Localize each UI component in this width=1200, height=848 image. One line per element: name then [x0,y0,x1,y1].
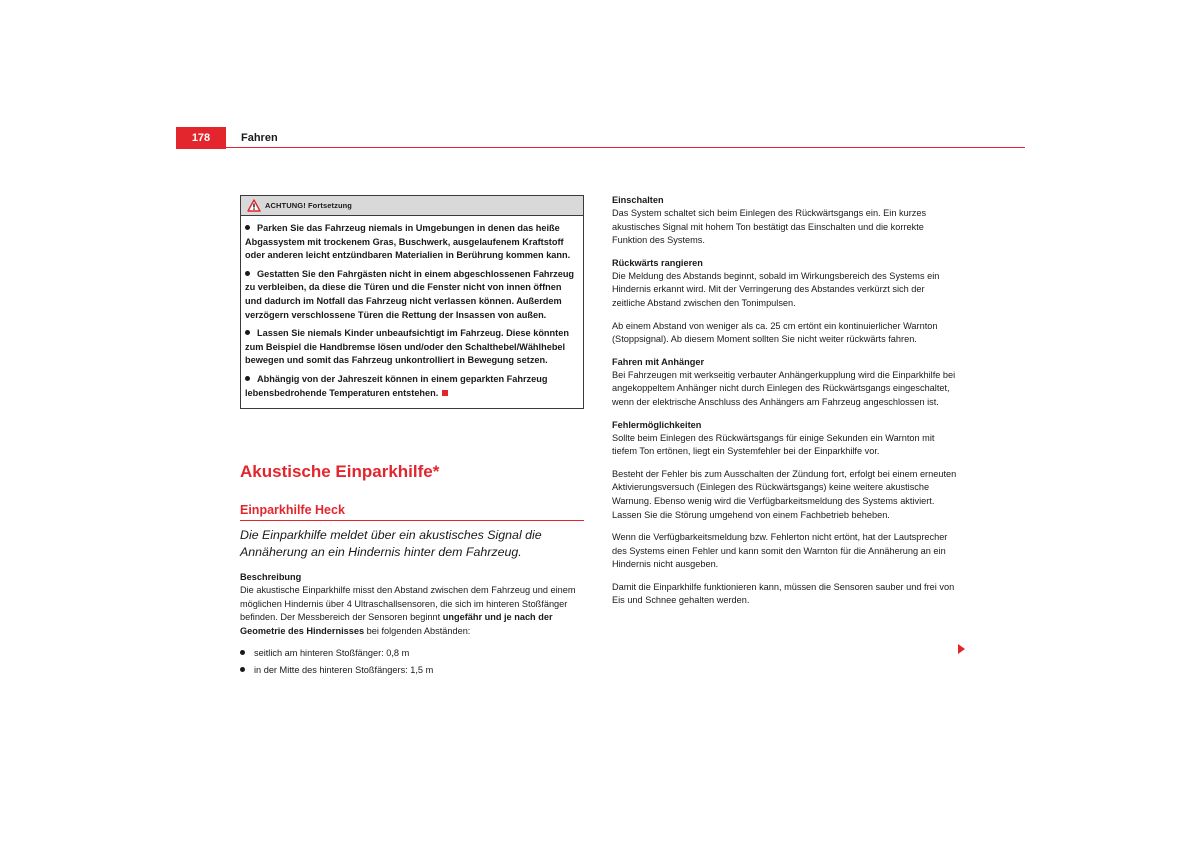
bullet-icon [240,650,245,655]
warning-item: Abhängig von der Jahreszeit können in einem geparkten Fahrzeug lebensbedrohende Temperaturen entstehen. [245,373,548,398]
distance-list [240,647,584,678]
anhaenger-heading: Fahren mit Anhänger [612,356,705,367]
rangieren-heading: Rückwärts rangieren [612,257,703,268]
subsection-title: Einparkhilfe Heck [240,503,345,518]
warning-item: Lassen Sie niemals Kinder unbeaufsichtigt im Fahrzeug. Diese könnten zum Beispiel die Handbremse lösen und/oder den Schalthebel/Wählhebel bewegen und somit das Fahrzeug unkontrolliert in Bewegung setzen. [245,328,569,366]
page-header [176,127,1025,149]
section-title: Akustische Einparkhilfe* [240,462,440,482]
rangieren-text-1: Die Meldung des Abstands beginnt, sobald im Wirkungsbereich des Systems ein Hindernis erkannt wird. Mit der Verringerung des Abstandes verkürzt sich der zeitliche Abstand zwischen den Tonimpulsen. [612,270,940,308]
warning-header [241,196,583,216]
warning-item: Gestatten Sie den Fahrgästen nicht in einem abgeschlossenen Fahrzeug zu verbleiben, da diese die Türen und die Fenster nicht von innen öffnen und dadurch im Notfall das Fahrzeug nicht verlassen können. Außerdem verzögern verschlossene Türen die Rettung der Insassen von außen. [245,268,575,320]
bullet-icon [245,330,250,335]
subsection-divider [240,520,584,521]
end-of-section-icon [442,390,448,396]
header-divider [176,147,1025,148]
fehler-text-4: Damit die Einparkhilfe funktionieren kann, müssen die Sensoren sauber und frei von Eis und Schnee gehalten werden. [612,581,955,606]
fehler-text-2: Besteht der Fehler bis zum Ausschalten der Zündung fort, erfolgt bei einem erneuten Aktivierungsversuch (Einlegen des Rückwärtsgangs) keine weitere akustische Warnung. Ebenso wenig wird die Verfügbarkeitsmeldung des Systems aktiviert. Lassen Sie die Störung umgehend von einem Fachbetrieb beheben. [612,468,957,520]
warning-item: Parken Sie das Fahrzeug niemals in Umgebungen in denen das heiße Abgassystem mit trockenem Gras, Buschwerk, ausgelaufenem Kraftstoff oder anderen leicht entzündbaren Materialien in Berührung kommen kann. [245,223,571,261]
fehler-text-3: Wenn die Verfügbarkeitsmeldung bzw. Fehlerton nicht ertönt, hat der Lautsprecher des Systems einen Fehler und kann somit den Warnton für die Annäherung an ein Hindernis nicht ausgeben. [612,532,948,570]
lead-text: Die Einparkhilfe meldet über ein akustisches Signal die Annäherung an ein Hindernis hinter dem Fahrzeug. [240,528,542,560]
warning-body [241,216,583,408]
page-number: 178 [176,127,226,149]
einschalten-heading: Einschalten [612,195,664,205]
right-column [612,194,957,608]
einschalten-text: Das System schaltet sich beim Einlegen des Rückwärtsgangs ein. Ein kurzes akustisches Signal mit hohem Ton bestätigt das Einschalten und die korrekte Funktion des Systems. [612,208,927,246]
bullet-icon [240,667,245,672]
list-item: seitlich am hinteren Stoßfänger: 0,8 m [240,647,584,661]
chapter-title: Fahren [241,132,278,144]
anhaenger-text: Bei Fahrzeugen mit werkseitig verbauter Anhängerkupplung wird die Einparkhilfe bei angekoppeltem Anhänger nicht durch Einlegen des Rückwärtsgangs eingeschaltet, wenn der elektrische Anschluss des Anhängers am Fahrzeug angeschlossen ist. [612,369,956,407]
list-item: in der Mitte des hinteren Stoßfängers: 1,5 m [240,664,584,678]
rangieren-text-2: Ab einem Abstand von weniger als ca. 25 cm ertönt ein kontinuierlicher Warnton (Stoppsignal). Ab diesem Moment sollten Sie nicht weiter rückwärts fahren. [612,320,938,345]
warning-title: ACHTUNG! Fortsetzung [265,201,352,210]
warning-box [240,195,584,409]
beschreibung-heading: Beschreibung [240,572,302,583]
left-column [240,195,584,682]
bullet-icon [245,376,250,381]
fehler-text-1: Sollte beim Einlegen des Rückwärtsgangs für einige Sekunden ein Warnton mit tiefem Ton ertönen, liegt ein Systemfehler bei der Einparkhilfe vor. [612,432,935,457]
bullet-icon [245,225,250,230]
beschreibung-text: Die akustische Einparkhilfe misst den Abstand zwischen dem Fahrzeug und einem möglichen Hindernis über 4 Ultraschallsensoren, die sich im hinteren Stoßfänger befinden. Der Messbereich der Sensoren beginnt ungefähr und je nach der Geometrie des Hindernisses bei folgenden Abständen: [240,585,576,636]
bullet-icon [245,271,250,276]
fehler-heading: Fehlermöglichkeiten [612,419,702,430]
continue-arrow-icon [958,644,965,654]
